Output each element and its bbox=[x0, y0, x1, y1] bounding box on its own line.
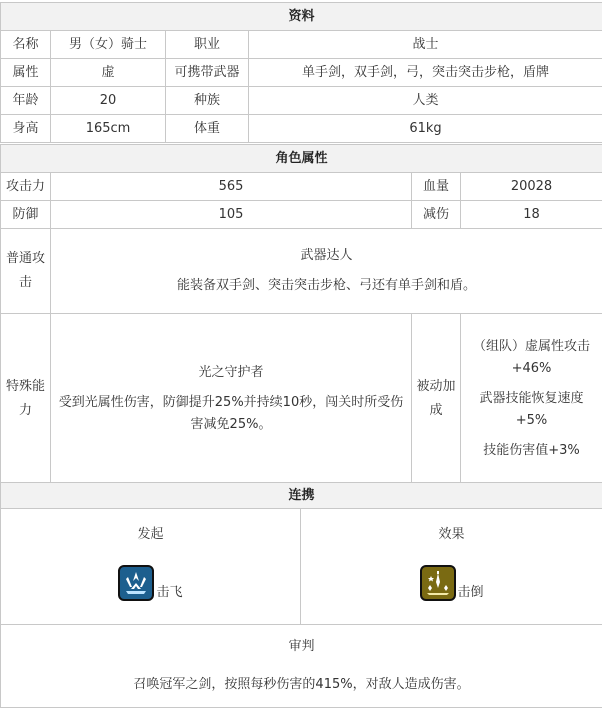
reduction-value: 18 bbox=[461, 201, 602, 229]
combo-table bbox=[0, 482, 602, 708]
launch-icon bbox=[118, 565, 154, 601]
combo-effect bbox=[420, 565, 484, 601]
special-ability-cell bbox=[51, 314, 412, 484]
special-ability-desc: 受到光属性伤害，防御提升25%并持续10秒，闯关时所受伤害减免25%。 bbox=[58, 394, 404, 432]
race-value: 人类 bbox=[249, 87, 602, 115]
special-ability-label: 特殊能力 bbox=[1, 314, 51, 484]
passive-item: 武器技能恢复速度+5% bbox=[479, 390, 584, 428]
class-label: 职业 bbox=[166, 31, 249, 59]
reduction-label: 减伤 bbox=[412, 201, 461, 229]
knockdown-icon-glyph bbox=[422, 567, 454, 599]
hp-value: 20028 bbox=[461, 173, 602, 201]
normal-attack-label: 普通攻击 bbox=[1, 229, 51, 314]
age-value: 20 bbox=[51, 87, 166, 115]
combo-skill-cell bbox=[1, 625, 602, 708]
attributes-table bbox=[0, 144, 602, 484]
launch-icon-glyph bbox=[120, 567, 152, 599]
race-label: 种族 bbox=[166, 87, 249, 115]
passive-cell bbox=[461, 314, 602, 484]
weapons-label: 可携带武器 bbox=[166, 59, 249, 87]
height-value: 165cm bbox=[51, 115, 166, 143]
element-value: 虚 bbox=[51, 59, 166, 87]
special-ability-title: 光之守护者 bbox=[198, 364, 264, 380]
normal-attack-cell bbox=[51, 229, 602, 314]
height-label: 身高 bbox=[1, 115, 51, 143]
normal-attack-title: 武器达人 bbox=[300, 248, 353, 263]
passive-item: 技能伤害值+3% bbox=[483, 442, 580, 458]
combo-trigger-label: 发起 bbox=[137, 527, 164, 542]
defense-label: 防御 bbox=[1, 201, 51, 229]
class-value: 战士 bbox=[249, 31, 602, 59]
combo-section-title: 连携 bbox=[1, 483, 602, 509]
weight-label: 体重 bbox=[166, 115, 249, 143]
name-value: 男（女）骑士 bbox=[51, 31, 166, 59]
profile-section-title: 资料 bbox=[1, 3, 602, 31]
name-label: 名称 bbox=[1, 31, 51, 59]
attributes-section-title: 角色属性 bbox=[1, 145, 602, 173]
weight-value: 61kg bbox=[249, 115, 602, 143]
attack-value: 565 bbox=[51, 173, 412, 201]
combo-skill-desc: 召唤冠军之剑，按照每秒伤害的415%，对敌人造成伤害。 bbox=[133, 677, 470, 692]
combo-trigger bbox=[118, 565, 182, 601]
combo-skill-title: 审判 bbox=[288, 639, 315, 654]
combo-trigger-text: 击飞 bbox=[156, 585, 183, 600]
hp-label: 血量 bbox=[412, 173, 461, 201]
attack-label: 攻击力 bbox=[1, 173, 51, 201]
combo-trigger-cell bbox=[1, 509, 301, 625]
combo-effect-cell bbox=[301, 509, 602, 625]
passive-label: 被动加成 bbox=[412, 314, 461, 484]
passive-item: （组队）虚属性攻击+46% bbox=[473, 338, 591, 376]
element-label: 属性 bbox=[1, 59, 51, 87]
combo-effect-text: 击倒 bbox=[457, 585, 484, 600]
weapons-value: 单手剑，双手剑，弓，突击突击步枪，盾牌 bbox=[249, 59, 602, 87]
knockdown-icon bbox=[420, 565, 456, 601]
defense-value: 105 bbox=[51, 201, 412, 229]
combo-effect-label: 效果 bbox=[438, 527, 465, 542]
age-label: 年龄 bbox=[1, 87, 51, 115]
normal-attack-desc: 能装备双手剑、突击突击步枪、弓还有单手剑和盾。 bbox=[177, 278, 477, 293]
profile-table bbox=[0, 2, 602, 143]
